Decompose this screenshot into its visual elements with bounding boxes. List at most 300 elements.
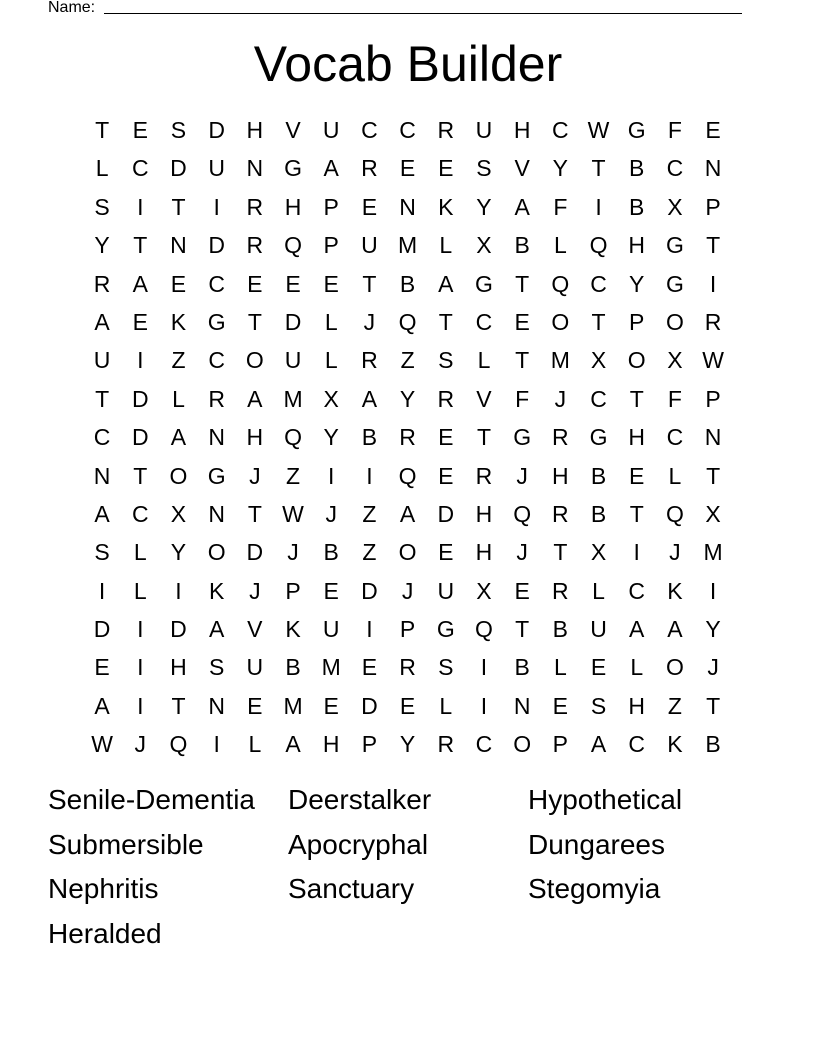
grid-letter: D — [208, 232, 225, 259]
grid-letter: C — [475, 308, 493, 335]
grid-letter: Y — [552, 155, 569, 182]
grid-letter: U — [208, 155, 225, 182]
grid-letter: Z — [362, 500, 377, 527]
grid-letter: J — [287, 539, 299, 566]
grid-row — [83, 226, 733, 264]
grid-letter: N — [208, 424, 225, 451]
grid-letter: T — [133, 462, 148, 489]
grid-letter: G — [475, 270, 493, 297]
grid-letter: E — [361, 193, 378, 220]
grid-letter: I — [709, 577, 717, 604]
grid-letter: T — [706, 462, 721, 489]
grid-letter: S — [590, 692, 607, 719]
grid-row — [83, 725, 733, 763]
grid-letter: B — [629, 193, 645, 220]
grid-letter: G — [207, 308, 226, 335]
grid-letter: E — [438, 424, 454, 451]
word-list-item: Hypothetical — [528, 784, 683, 815]
grid-letter: B — [705, 731, 721, 758]
grid-letter: X — [667, 347, 683, 374]
word-list-item: Senile-Dementia — [48, 784, 255, 815]
word-list-item: Heralded — [48, 918, 162, 950]
grid-letter: J — [325, 500, 337, 527]
word-list — [48, 778, 768, 957]
grid-letter: L — [630, 654, 644, 681]
grid-letter: H — [170, 654, 187, 681]
grid-letter: P — [323, 193, 339, 220]
grid-letter: W — [587, 117, 610, 143]
grid-letter: C — [93, 424, 111, 451]
grid-letter: R — [552, 500, 569, 527]
grid-letter: A — [514, 193, 530, 220]
grid-letter: I — [137, 193, 144, 220]
grid-letter: H — [246, 424, 264, 451]
grid-letter: L — [439, 692, 453, 719]
grid-letter: A — [361, 385, 378, 412]
grid-letter: U — [437, 577, 455, 604]
grid-row — [83, 418, 733, 456]
grid-letter: J — [669, 539, 681, 566]
grid-letter: N — [704, 155, 722, 182]
grid-letter: D — [131, 424, 149, 451]
grid-letter: I — [709, 270, 717, 297]
grid-letter: R — [246, 232, 264, 259]
grid-letter: H — [513, 117, 531, 143]
grid-letter: L — [553, 232, 567, 259]
grid-letter: I — [480, 654, 488, 681]
grid-letter: G — [665, 232, 684, 259]
grid-letter: R — [361, 155, 378, 182]
grid-letter: T — [591, 308, 606, 335]
grid-letter: D — [361, 692, 378, 719]
grid-letter: S — [94, 193, 110, 220]
grid-letter: C — [399, 117, 416, 143]
grid-letter: X — [590, 539, 607, 566]
grid-letter: A — [94, 308, 110, 335]
grid-letter: I — [175, 577, 182, 604]
grid-row — [83, 265, 733, 303]
grid-letter: E — [438, 539, 454, 566]
grid-letter: M — [283, 385, 303, 412]
grid-letter: R — [399, 424, 416, 451]
grid-letter: F — [515, 385, 530, 412]
grid-letter: Q — [665, 500, 684, 527]
grid-letter: M — [398, 232, 418, 259]
grid-letter: E — [323, 270, 339, 297]
grid-letter: A — [132, 270, 148, 297]
grid-letter: B — [285, 654, 301, 681]
word-list-item: Apocryphal — [288, 828, 429, 860]
grid-letter: C — [361, 117, 378, 143]
grid-letter: T — [629, 385, 644, 412]
grid-letter: E — [705, 117, 721, 143]
grid-letter: U — [475, 117, 493, 143]
grid-letter: E — [132, 308, 148, 335]
grid-letter: O — [513, 731, 532, 758]
grid-letter: D — [170, 155, 187, 182]
grid-letter: D — [284, 308, 302, 335]
grid-letter: D — [437, 500, 455, 527]
grid-letter: U — [361, 232, 378, 259]
grid-letter: I — [366, 616, 373, 643]
grid-letter: S — [476, 155, 492, 182]
grid-letter: V — [285, 117, 301, 143]
grid-letter: U — [322, 616, 340, 643]
grid-letter: R — [246, 193, 264, 220]
grid-letter: S — [94, 539, 110, 566]
grid-letter: X — [170, 500, 187, 527]
grid-letter: C — [208, 347, 225, 374]
grid-letter: Y — [629, 270, 645, 297]
grid-letter: E — [132, 117, 148, 143]
grid-row — [83, 648, 733, 686]
grid-letter: R — [93, 270, 111, 297]
grid-letter: I — [633, 539, 640, 566]
grid-letter: S — [438, 654, 454, 681]
grid-letter: T — [515, 347, 530, 374]
grid-letter: Z — [171, 347, 186, 374]
grid-letter: M — [703, 539, 723, 566]
grid-letter: K — [170, 308, 187, 335]
grid-letter: R — [704, 308, 722, 335]
grid-letter: F — [667, 117, 682, 143]
grid-letter: X — [590, 347, 607, 374]
name-underline — [104, 13, 742, 14]
grid-letter: T — [706, 232, 721, 259]
grid-letter: H — [475, 500, 493, 527]
grid-letter: O — [665, 308, 684, 335]
grid-letter: R — [437, 731, 455, 758]
grid-letter: A — [590, 731, 607, 758]
grid-letter: C — [590, 270, 607, 297]
grid-letter: I — [137, 692, 144, 719]
grid-letter: O — [207, 539, 226, 566]
grid-letter: N — [93, 462, 111, 489]
grid-letter: D — [208, 117, 225, 143]
grid-letter: L — [172, 385, 185, 412]
grid-row — [83, 457, 733, 495]
grid-letter: E — [629, 462, 645, 489]
grid-row — [83, 572, 733, 610]
grid-letter: I — [137, 616, 144, 643]
grid-letter: V — [247, 616, 263, 643]
grid-letter: Y — [399, 385, 416, 412]
grid-letter: T — [706, 692, 721, 719]
grid-letter: J — [707, 654, 719, 681]
grid-letter: G — [284, 155, 302, 182]
grid-letter: J — [401, 577, 414, 604]
grid-letter: L — [477, 347, 491, 374]
grid-letter: Q — [284, 232, 302, 259]
grid-letter: T — [133, 232, 148, 259]
grid-letter: L — [668, 462, 682, 489]
grid-letter: Q — [589, 232, 608, 259]
grid-letter: L — [439, 232, 453, 259]
grid-letter: H — [284, 193, 302, 220]
grid-letter: U — [246, 654, 264, 681]
grid-letter: L — [553, 654, 567, 681]
grid-letter: T — [515, 270, 530, 297]
grid-letter: G — [665, 270, 684, 297]
grid-letter: Q — [284, 424, 302, 451]
grid-letter: T — [171, 193, 186, 220]
grid-letter: S — [438, 347, 454, 374]
grid-letter: I — [98, 577, 106, 604]
grid-letter: A — [667, 616, 683, 643]
grid-letter: H — [246, 117, 264, 143]
grid-letter: N — [208, 692, 225, 719]
grid-letter: T — [438, 308, 453, 335]
grid-letter: I — [213, 731, 220, 758]
word-search-grid — [83, 111, 733, 764]
word-list-item: Submersible — [48, 828, 204, 860]
grid-letter: T — [362, 270, 377, 297]
grid-letter: O — [627, 347, 646, 374]
grid-letter: M — [550, 347, 570, 374]
grid-letter: A — [170, 424, 187, 451]
grid-letter: A — [94, 500, 110, 527]
grid-letter: E — [323, 692, 339, 719]
grid-letter: P — [323, 232, 339, 259]
grid-letter: B — [399, 270, 416, 297]
grid-letter: G — [589, 424, 608, 451]
grid-letter: O — [245, 347, 264, 374]
grid-row — [83, 188, 733, 226]
grid-letter: E — [247, 270, 263, 297]
grid-letter: Q — [398, 462, 417, 489]
grid-letter: W — [702, 347, 724, 374]
grid-letter: R — [475, 462, 493, 489]
grid-letter: T — [591, 155, 606, 182]
grid-letter: O — [398, 539, 417, 566]
word-list-item: Stegomyia — [528, 873, 661, 905]
grid-letter: E — [399, 155, 416, 182]
grid-letter: T — [629, 500, 644, 527]
grid-row — [83, 303, 733, 341]
grid-letter: L — [592, 577, 605, 604]
grid-letter: U — [322, 117, 340, 143]
grid-letter: N — [170, 232, 187, 259]
grid-letter: A — [438, 270, 454, 297]
grid-letter: C — [552, 117, 569, 143]
grid-letter: E — [590, 654, 607, 681]
grid-letter: R — [361, 347, 378, 374]
grid-letter: P — [629, 308, 645, 335]
grid-row — [83, 380, 733, 418]
grid-letter: C — [666, 424, 684, 451]
grid-letter: L — [248, 731, 262, 758]
grid-row — [83, 149, 733, 187]
grid-letter: E — [552, 692, 569, 719]
grid-letter: I — [480, 692, 488, 719]
grid-letter: T — [247, 308, 262, 335]
grid-letter: Z — [400, 347, 415, 374]
grid-letter: E — [438, 155, 454, 182]
grid-letter: B — [361, 424, 378, 451]
grid-letter: A — [285, 731, 301, 758]
grid-letter: X — [476, 577, 492, 604]
grid-letter: Q — [551, 270, 570, 297]
grid-letter: U — [93, 347, 111, 374]
grid-letter: B — [514, 654, 530, 681]
grid-letter: B — [590, 500, 607, 527]
grid-letter: Z — [286, 462, 301, 489]
grid-letter: H — [552, 462, 569, 489]
grid-letter: F — [667, 385, 682, 412]
grid-letter: H — [475, 539, 493, 566]
grid-letter: L — [133, 577, 147, 604]
grid-letter: Z — [667, 692, 682, 719]
grid-row — [83, 341, 733, 379]
grid-letter: U — [590, 616, 607, 643]
grid-letter: D — [131, 385, 149, 412]
grid-letter: R — [552, 424, 569, 451]
grid-letter: C — [628, 731, 646, 758]
grid-letter: V — [514, 155, 530, 182]
grid-letter: C — [131, 155, 149, 182]
grid-letter: R — [437, 117, 455, 143]
page-title: Vocab Builder — [253, 36, 563, 92]
grid-letter: T — [515, 616, 530, 643]
grid-letter: T — [95, 117, 110, 143]
grid-letter: I — [595, 193, 602, 220]
grid-letter: G — [436, 616, 455, 643]
grid-letter: C — [628, 577, 646, 604]
grid-letter: J — [516, 462, 528, 489]
grid-letter: K — [667, 577, 683, 604]
grid-letter: D — [93, 616, 111, 643]
grid-letter: C — [666, 155, 684, 182]
grid-letter: U — [284, 347, 302, 374]
grid-letter: V — [476, 385, 492, 412]
grid-letter: F — [553, 193, 568, 220]
grid-letter: I — [137, 654, 144, 681]
grid-letter: L — [324, 308, 338, 335]
grid-letter: E — [94, 654, 110, 681]
grid-letter: O — [665, 654, 684, 681]
grid-letter: C — [590, 385, 607, 412]
grid-letter: B — [514, 232, 530, 259]
grid-letter: N — [704, 424, 722, 451]
grid-letter: P — [399, 616, 416, 643]
grid-letter: E — [247, 692, 263, 719]
grid-letter: P — [705, 193, 721, 220]
grid-letter: E — [170, 270, 187, 297]
grid-letter: I — [366, 462, 373, 489]
grid-letter: G — [627, 117, 646, 143]
grid-letter: Y — [170, 539, 187, 566]
grid-letter: B — [552, 616, 569, 643]
grid-letter: H — [628, 692, 646, 719]
grid-letter: N — [208, 500, 225, 527]
grid-letter: T — [95, 385, 110, 412]
grid-letter: N — [513, 692, 531, 719]
grid-letter: Q — [398, 308, 417, 335]
grid-letter: L — [133, 539, 147, 566]
grid-letter: Q — [475, 616, 493, 643]
grid-letter: M — [283, 692, 303, 719]
grid-letter: J — [249, 577, 261, 604]
grid-letter: P — [552, 731, 569, 758]
grid-letter: R — [208, 385, 225, 412]
grid-letter: N — [399, 193, 416, 220]
grid-letter: C — [131, 500, 149, 527]
grid-letter: I — [213, 193, 220, 220]
grid-letter: T — [171, 692, 186, 719]
grid-letter: E — [514, 308, 530, 335]
grid-letter: E — [399, 692, 416, 719]
grid-letter: O — [551, 308, 570, 335]
grid-letter: Q — [169, 731, 188, 758]
grid-letter: X — [323, 385, 339, 412]
grid-row — [83, 533, 733, 571]
grid-letter: P — [705, 385, 721, 412]
grid-letter: Q — [513, 500, 532, 527]
name-label: Name: — [48, 0, 96, 16]
word-list-item: Sanctuary — [288, 873, 415, 905]
grid-letter: A — [629, 616, 645, 643]
grid-letter: O — [169, 462, 188, 489]
grid-letter: J — [134, 731, 147, 758]
grid-letter: N — [246, 155, 264, 182]
grid-letter: M — [321, 654, 341, 681]
grid-letter: E — [323, 577, 339, 604]
grid-letter: K — [285, 616, 301, 643]
word-list-item: Nephritis — [48, 873, 159, 905]
word-list-item: Dungarees — [528, 828, 665, 860]
grid-row — [83, 111, 733, 149]
grid-letter: G — [513, 424, 532, 451]
grid-row — [83, 687, 733, 725]
grid-letter: W — [91, 731, 113, 758]
grid-letter: P — [285, 577, 301, 604]
grid-letter: A — [399, 500, 416, 527]
grid-letter: C — [208, 270, 225, 297]
grid-letter: T — [553, 539, 568, 566]
grid-letter: B — [629, 155, 645, 182]
grid-letter: R — [399, 654, 416, 681]
grid-letter: A — [247, 385, 263, 412]
grid-letter: Y — [705, 616, 721, 643]
grid-row — [83, 495, 733, 533]
grid-letter: I — [328, 462, 335, 489]
grid-letter: K — [667, 731, 683, 758]
word-list-item: Deerstalker — [288, 784, 432, 815]
grid-letter: E — [514, 577, 530, 604]
grid-letter: T — [476, 424, 491, 451]
grid-letter: D — [170, 616, 187, 643]
grid-letter: J — [249, 462, 261, 489]
grid-letter: H — [628, 232, 646, 259]
grid-letter: B — [590, 462, 607, 489]
grid-letter: K — [208, 577, 225, 604]
grid-letter: X — [476, 232, 492, 259]
grid-letter: W — [282, 500, 304, 527]
grid-letter: P — [361, 731, 378, 758]
grid-letter: Z — [362, 539, 377, 566]
grid-letter: J — [363, 308, 376, 335]
grid-letter: A — [323, 155, 339, 182]
grid-letter: T — [247, 500, 262, 527]
grid-letter: S — [208, 654, 225, 681]
grid-letter: H — [322, 731, 340, 758]
grid-letter: R — [437, 385, 455, 412]
grid-letter: H — [628, 424, 646, 451]
grid-letter: J — [516, 539, 528, 566]
grid-letter: L — [95, 155, 109, 182]
grid-letter: X — [667, 193, 683, 220]
grid-letter: Y — [94, 232, 110, 259]
